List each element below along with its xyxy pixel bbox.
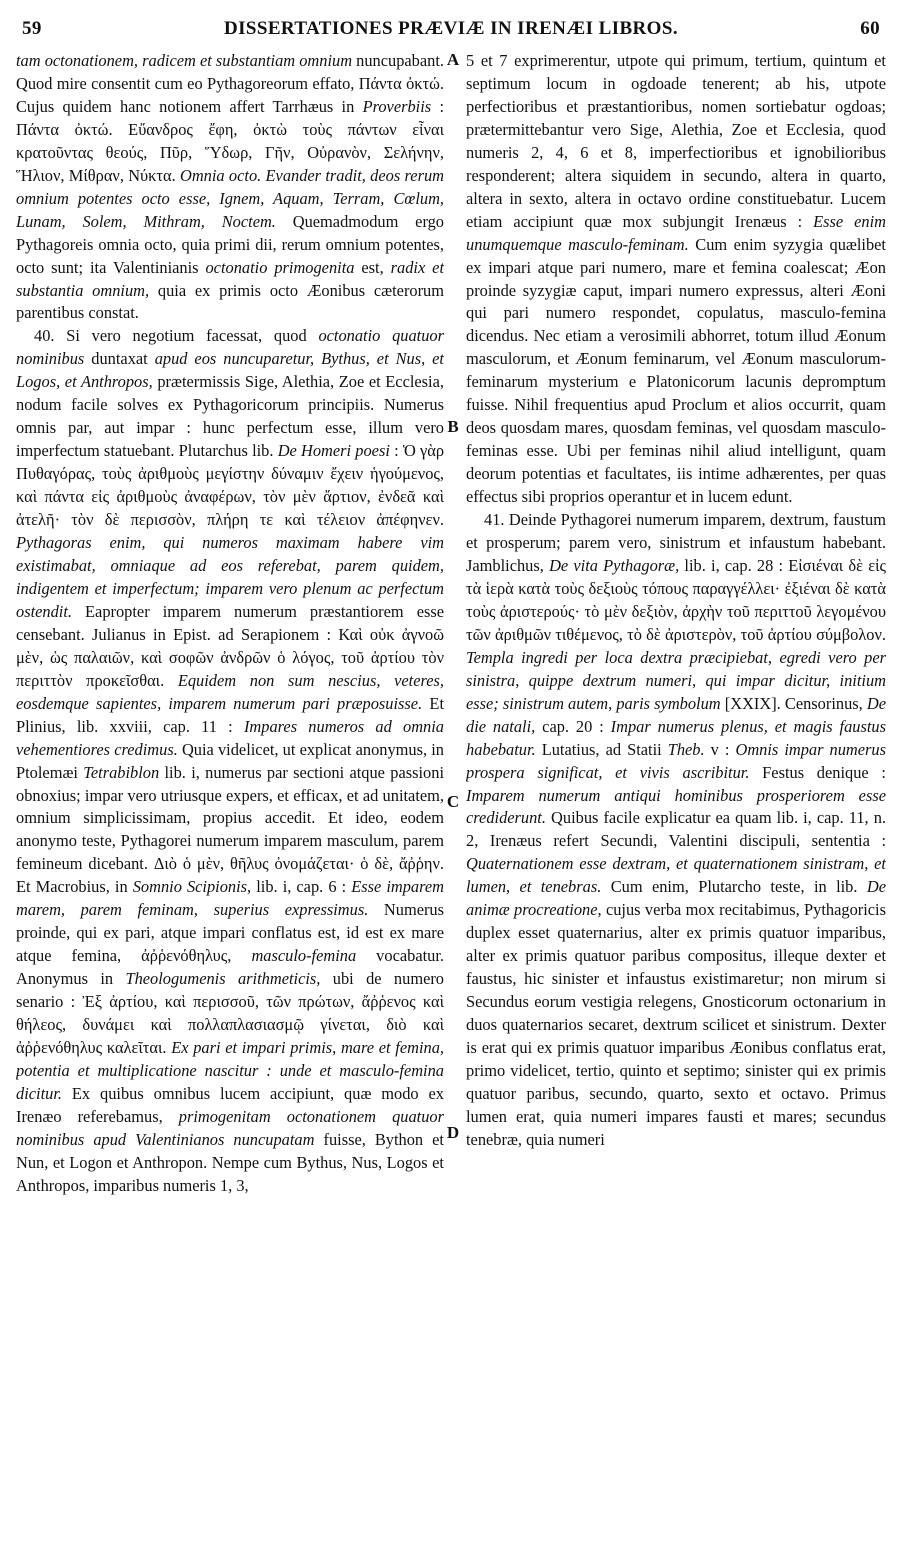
margin-letter-c: C — [446, 792, 460, 811]
text-run: Eapropter imparem numerum præstantiorem esse censebant. Julianus in Epist. ad Serapionem : Καὶ οὐκ ἀγνοῶ μὲν, ὡς παλαιῶν, καὶ σοφῶν ἀνδρῶν ὁ λόγος, τοῦ ἀρτίου τὸν περιττὸν προκεῖσθαι. — [16, 601, 444, 690]
text-run: Quia videlicet, ut explicat anonymus, in Ptolemæi — [16, 739, 444, 782]
italic-text: tam octonationem, radicem et substantiam omnium — [16, 51, 353, 70]
italic-text: Impares numeros ad omnia vehementiores credimus. — [16, 716, 444, 759]
paragraph — [466, 50, 886, 509]
text-run: est, — [354, 257, 391, 277]
text-run: quia ex primis octo Æonibus cæterorum parentibus constat. — [16, 280, 444, 323]
italic-text: octonatio primogenita — [205, 257, 355, 277]
italic-text: masculo-femina — [251, 946, 357, 966]
italic-text: Proverbiis — [362, 96, 432, 116]
italic-text: Omnia octo. Evander tradit, deos rerum omnium potentes octo esse, Ignem, Aquam, Terram, Cœlum, Lunam, Solem, Mithram, Noctem. — [16, 165, 444, 231]
text-run: 40. Si vero negotium facessat, quod — [34, 326, 319, 346]
text-run: Quibus facile explicatur ea quam lib. i, cap. 11, n. 2, Irenæus refert Secundi, Valentini discipuli, sententia : — [466, 808, 886, 851]
italic-text: Theologumenis arithmeticis, — [125, 969, 321, 989]
italic-text: Tetrabiblon — [83, 762, 160, 782]
left-column — [16, 50, 444, 1555]
text-run: duntaxat — [84, 349, 155, 369]
italic-text: Imparem numerum antiqui hominibus prosperiorem esse crediderunt. — [466, 785, 886, 828]
text-run: 5 et 7 exprimerentur, utpote qui primum, tertium, quintum et septimum locum in ogdoade tenerent; ab his, utpote perfectioribus et præstantioribus, nomen sortiebatur ogdoas; prætermittebantur vero Sige, Alethia, Zoe et Ecclesia, quod numeris 2, 4, 6 et 8, imperfectioribus et ignobilioribus responderent; altera siquidem in secundo, altera in quarto, altera in sexto, altera in octavo ordine constituebatur. Lucem etiam accipiunt quæ mox subjungit Irenæus : — [466, 51, 886, 231]
italic-text: Quaternationem esse dextram, et quaternationem sinistram, et lumen, et tenebras. — [466, 854, 886, 897]
text-run: Et Plinius, lib. xxviii, cap. 11 : — [16, 693, 444, 736]
text-run: fuisse, Bython et Nun, et Logon et Anthropon. Nempe cum Bythus, Nus, Logos et Anthropos, imparibus numeris 1, 3, — [16, 1129, 444, 1195]
text-run: lib. i, numerus par sectioni atque passioni obnoxius; impar vero utriusque expers, et efficax, et ad unitatem, omnium simplicissimam, propius accedit. Et ideo, eodem anonymo teste, Pythagorei numerum imparem masculum, parem femineum dicebant. Διὸ ὁ μὲν, θῆλυς ὀνομάζεται· ὁ δὲ, ἄῤῥην. Et Macrobius, in — [16, 762, 444, 897]
text-run: 41. Deinde Pythagorei numerum imparem, dextrum, faustum et prosperum; parem vero, sinistrum et infaustum habebant. Jamblichus, — [466, 510, 886, 575]
italic-text: Theb. — [667, 739, 705, 759]
italic-text: De Homeri poesi — [277, 441, 390, 461]
italic-text: primogenitam octonationem quatuor nominibus apud Valentinianos nuncupatam — [16, 1106, 444, 1149]
text-run: Cum enim syzygia quælibet ex impari atque pari numero, mare et femina coalescat; Æon proinde syzygiæ caput, impari numero expressus, alteri Æoni qui pari numero respondet, copulatus, masculo-femina dicendus. Nec etiam a verosimili abhorret, totum illud Æonum masculorum, et Æonum feminarum, vel Æonum masculorum-feminarum mysterium e Platonicorum lacunis depromptum fuisse. Nihil frequentius apud Proclum et alios occurrit, quam deos quosdam mares, quosdam feminas, vel quosdam masculo-feminas esse. Ubi per feminas nihil aliud intelligunt, quam deorum potentias et facultates, iis intime adhærentes, per quas effectus sibi proprios operantur et in lucem edunt. — [466, 234, 886, 507]
italic-text: Pythagoras enim, qui numeros maximam habere vim existimabat, omniaque ad eos referebat, parem quidem, indigentem et imperfectum; imparem vero plenum ac perfectum ostendit. — [16, 533, 444, 621]
italic-text: Equidem non sum nescius, veteres, eosdemque sapientes, imparem numerum pari præposuisse. — [16, 670, 444, 713]
text-run: prætermissis Sige, Alethia, Zoe et Ecclesia, nodum facile solves ex Pythagoricorum principiis. Numerus omnis par, aut impar : hunc perfectum esse, illum vero imperfectum statuebant. Plutarchus lib. — [16, 372, 444, 461]
text-run: Ex quibus omnibus lucem accipiunt, quæ modo ex Irenæo referebamus, — [16, 1083, 444, 1126]
italic-text: Omnis impar numerus prospera significat, et vivis ascribitur. — [466, 739, 886, 782]
text-run: : Πάντα ὀκτώ. Εὔανδρος ἔφη, ὀκτὼ τοὺς πάντων εἶναι κρατοῦντας θεούς, Πῦρ, Ὕδωρ, Γῆν, Οὐρανὸν, Σελήνην, Ἥλιον, Μίθραν, Νύκτα. — [16, 96, 444, 185]
text-run: : Ὁ γὰρ Πυθαγόρας, τοὺς ἀριθμοὺς μεγίστην δύναμιν ἔχειν ἡγούμενος, καὶ πάντα εἰς ἀριθμοὺς ἀναφέρων, τὸν μὲν ἄρτιον, ἐνδεᾶ καὶ ἀτελῆ· τὸν δὲ περισσὸν, πλήρη τε καὶ τέλειον ἀπέφηνεν. — [16, 441, 444, 530]
italic-text: De animæ procreatione, — [466, 877, 886, 920]
text-run: ubi de numero senario : Ἐξ ἀρτίου, καὶ περισσοῦ, τῶν πρώτων, ἄῤῥενος καὶ θήλεος, δυνάμει καὶ πολλαπλασιασμῷ γίνεται, διὸ καὶ ἀῤῥενόθηλυς καλεῖται. — [16, 969, 444, 1057]
italic-text: Impar numerus plenus, et magis faustus habebatur. — [466, 716, 886, 759]
margin-letter-d: D — [446, 1123, 460, 1142]
margin-letter-b: B — [447, 417, 459, 436]
text-run: cap. 20 : — [535, 716, 611, 736]
italic-text: De die natali, — [466, 693, 886, 736]
paragraph — [16, 325, 444, 1197]
text-run: Numerus proinde, qui ex pari, atque impari conflatus est, id est ex mare atque femina, ἀῤῥενόθηλυς, — [16, 900, 444, 966]
text-run: [XXIX]. Censorinus, — [720, 693, 867, 713]
italic-text: apud eos nuncuparetur, Bythus, et Nus, et Logos, et Anthropos, — [16, 349, 444, 392]
italic-text: octonatio quatuor nominibus — [16, 326, 444, 369]
italic-text: Esse imparem marem, parem feminam, superius expressimus. — [16, 877, 444, 920]
paragraph — [466, 509, 886, 1152]
italic-text: De vita Pythagoræ, — [549, 555, 680, 575]
text-run: vocabatur. Anonymus in — [16, 946, 444, 989]
paragraph — [16, 50, 444, 325]
italic-text: Ex pari et impari primis, mare et femina, potentia et multiplicatione nascitur : unde et masculo-femina dicitur. — [16, 1037, 444, 1103]
page-number-left: 59 — [22, 18, 42, 39]
right-column — [466, 50, 886, 1555]
italic-text: Somnio Scipionis, — [132, 877, 252, 897]
page-header — [22, 12, 880, 42]
text-run: Festus denique : — [749, 762, 886, 782]
text-run: lib. i, cap. 6 : — [251, 877, 352, 897]
text-run: Lutatius, ad Statii — [535, 739, 668, 759]
italic-text: Esse enim unumquemque masculo-feminam. — [466, 211, 886, 254]
text-run: Quemadmodum ergo Pythagoreis omnia octo, quia primi dii, rerum omnium potentes, octo sunt; ita Valentinianis — [16, 211, 444, 277]
italic-text: radix et substantia omnium, — [16, 257, 444, 300]
text-run: Cum enim, Plutarcho teste, in lib. — [601, 877, 867, 897]
running-title: DISSERTATIONES PRÆVIÆ IN IRENÆI LIBROS. — [224, 18, 678, 39]
text-run: lib. i, cap. 28 : Εἰσιέναι δὲ εἰς τὰ ἱερὰ κατὰ τοὺς δεξιοὺς τόπους παραγγέλλει· ἐξιέναι δὲ κατὰ τοὺς ἀριστερούς· τὸ μὲν δεξιὸν, ἀρχὴν τοῦ περιττοῦ λεγομένου τῶν ἀριθμῶν τιθέμενος, τὸ δὲ ἀριστερὸν, τοῦ ἀρτίου σύμβολον. — [466, 555, 886, 644]
page-number-right: 60 — [860, 18, 880, 39]
text-run: cujus verba mox recitabimus, Pythagoricis duplex esset quaternarius, alter ex primis quatuor imparibus, alter ex primis quatuor paribus compositus, illeque dexter et faustus, hic sinister et infaustus existimaretur; non mirum si Secundus eorum vestigia relegens, Gnosticorum octonarium in duos quaternarios secaret, dextrum scilicet et sinistrum. Dexter is erat qui ex primis quatuor imparibus Æonibus conflatus erat, primo videlicet, tertio, quinto et septimo; sinister qui ex primis quatuor paribus, secundo, quarto, sexto et octavo. Primus lumen erat, quia numeri impares fausti et mares; secundus tenebræ, quia numeri — [466, 900, 886, 1149]
margin-letter-a: A — [446, 50, 460, 69]
text-run: nuncupabant. Quod mire consentit cum eo Pythagoreorum effato, Πάντα ὀκτώ. Cujus quidem hanc notionem affert Tarrhæus in — [16, 51, 444, 116]
italic-text: Templa ingredi per loca dextra præcipiebat, egredi vero per sinistra, quippe dextrum numeri, qui impar dicitur, initium esse; sinistrum autem, paris symbolum — [466, 647, 886, 713]
text-run: v : — [704, 739, 736, 759]
